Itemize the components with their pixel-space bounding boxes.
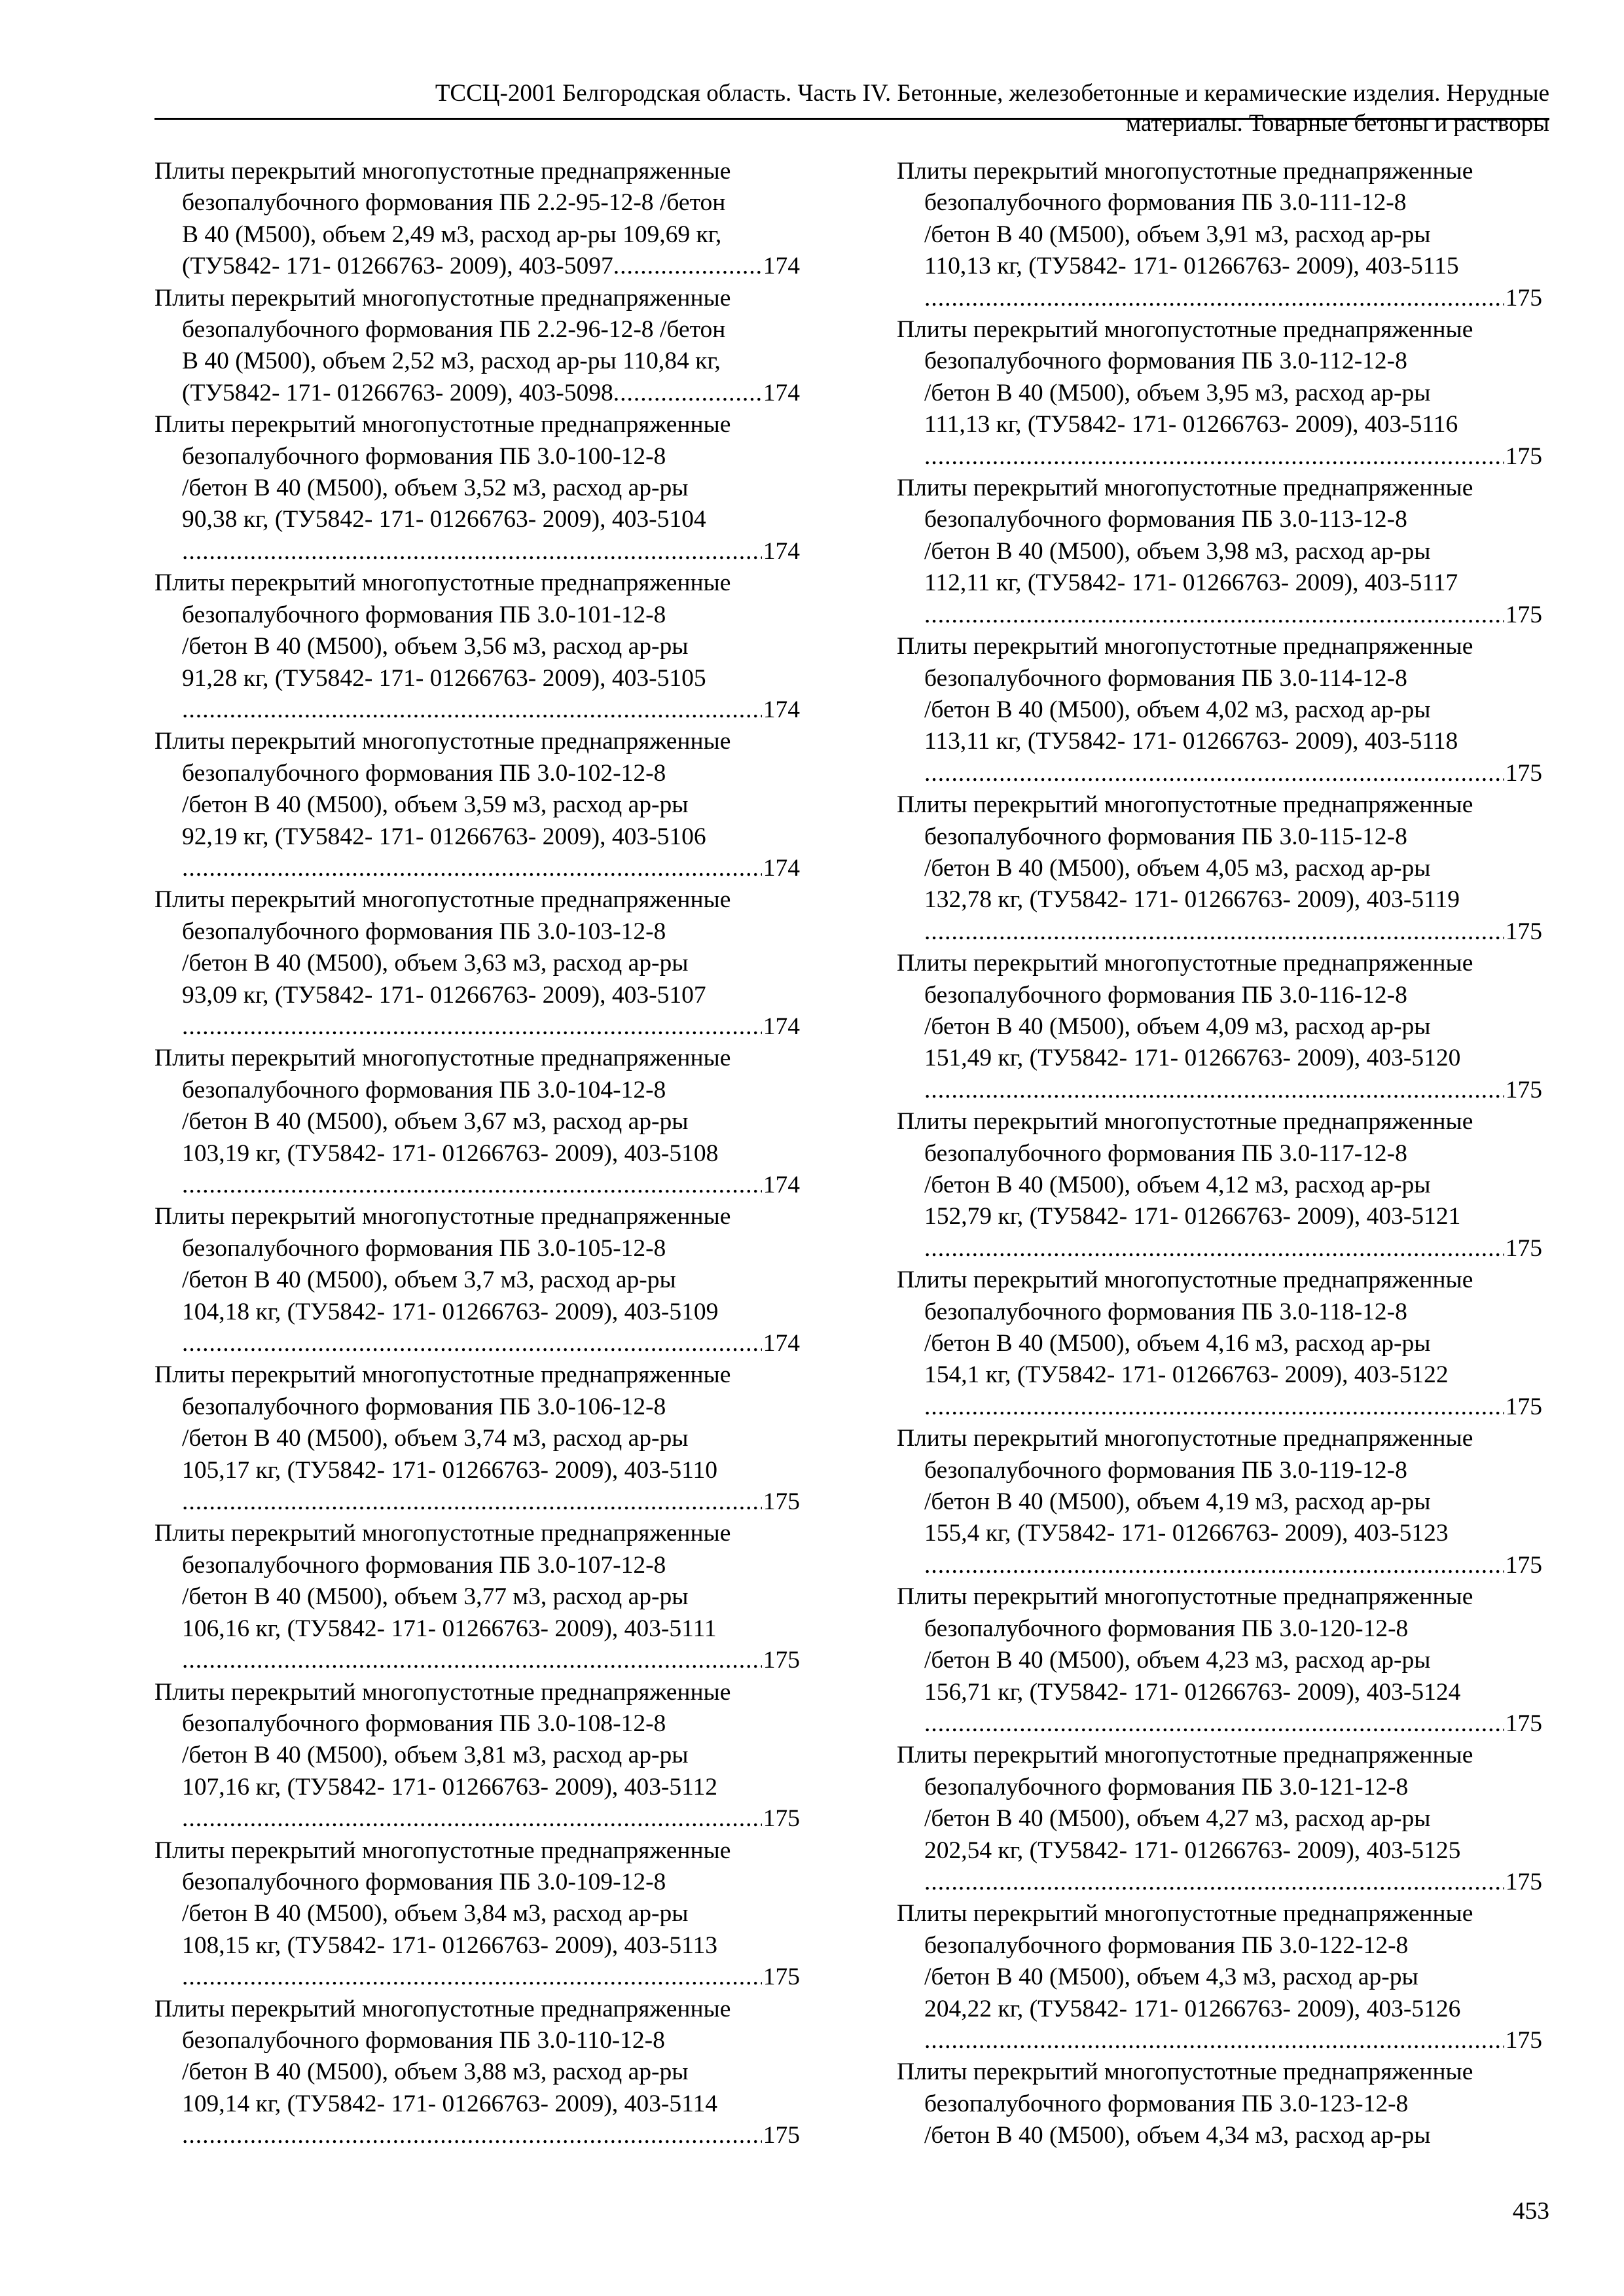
entry-leader-line [154,378,800,409]
entry-continuation-line: 106,16 кг, (ТУ5842- 171- 01266763- 2009), 403-5111 [182,1615,717,1642]
entry-continuation-line: безопалубочного формования ПБ 3.0-114-12-8 [924,664,1407,692]
entry-continuation-line: В 40 (М500), объем 2,49 м3, расход ар-ры 109,69 кг, [182,221,722,248]
running-header-line-1: ТССЦ-2001 Белгородская область. Часть IV. Бетонные, железобетонные и керамические изделия. Нерудные [435,80,1549,107]
dot-leader [182,1011,762,1043]
entry-leader-line [897,916,1542,948]
index-column-right [897,156,1542,2152]
index-entry [897,948,1542,1106]
entry-continuation-line: безопалубочного формования ПБ 3.0-103-12-8 [182,918,666,945]
entry-page-ref: 175 [1505,1710,1542,1737]
entry-continuation-line: безопалубочного формования ПБ 3.0-104-12-8 [182,1076,666,1103]
entry-continuation-line: 151,49 кг, (ТУ5842- 171- 01266763- 2009), 403-5120 [924,1045,1461,1072]
entry-leader-line [154,694,800,726]
entry-continuation-line: безопалубочного формования ПБ 3.0-111-12-8 [924,189,1407,217]
dot-leader [924,1391,1504,1423]
entry-leader-line [154,536,800,567]
entry-continuation-line: /бетон В 40 (М500), объем 3,63 м3, расход ар-ры [182,950,689,977]
index-entry [897,1265,1542,1423]
index-entry [154,1518,800,1676]
entry-title-line: Плиты перекрытий многопустотные преднапряженные [154,411,731,439]
dot-leader [182,1486,762,1518]
entry-title-line: Плиты перекрытий многопустотные преднапряженные [897,1266,1473,1294]
index-entry [154,1677,800,1835]
entry-leader-line [897,758,1542,789]
dot-leader [613,378,762,409]
entry-leader-line [897,1708,1542,1740]
dot-leader [924,1550,1504,1581]
entry-leader-line [897,1867,1542,1898]
entry-page-ref: 174 [763,537,800,565]
entry-title-line: Плиты перекрытий многопустотные преднапряженные [897,950,1473,977]
entry-continuation-line: 202,54 кг, (ТУ5842- 171- 01266763- 2009), 403-5125 [924,1837,1461,1864]
dot-leader [924,441,1504,473]
dot-leader [182,1328,762,1359]
index-entry [154,1359,800,1518]
dot-leader [182,1170,762,1201]
dot-leader [924,600,1504,631]
header-rule [154,118,1549,120]
entry-continuation-line: безопалубочного формования ПБ 3.0-109-12-8 [182,1868,666,1895]
index-entry [897,2056,1542,2151]
entry-leader-line [154,251,800,282]
dot-leader [924,1233,1504,1265]
entry-continuation-line: безопалубочного формования ПБ 2.2-95-12-8 /бетон [182,189,726,217]
dot-leader [182,694,762,726]
entry-continuation-line: безопалубочного формования ПБ 3.0-119-12-8 [924,1456,1407,1484]
entry-continuation-line: 92,19 кг, (ТУ5842- 171- 01266763- 2009), 403-5106 [182,823,706,850]
entry-leader-line [897,283,1542,314]
entry-continuation-line: /бетон В 40 (М500), объем 3,52 м3, расход ар-ры [182,475,689,502]
entry-continuation-line: 111,13 кг, (ТУ5842- 171- 01266763- 2009), 403-5116 [924,411,1458,439]
index-entry [897,631,1542,789]
entry-leader-line [154,2120,800,2151]
dot-leader [924,2025,1504,2056]
entry-leader-line [897,2025,1542,2056]
entry-leader-line [897,600,1542,631]
entry-continuation-line: 155,4 кг, (ТУ5842- 171- 01266763- 2009), 403-5123 [924,1520,1449,1547]
entry-continuation-line: 110,13 кг, (ТУ5842- 171- 01266763- 2009), 403-5115 [924,253,1459,280]
page-number: 453 [1512,2198,1549,2225]
index-entry [897,1106,1542,1265]
entry-continuation-line: В 40 (М500), объем 2,52 м3, расход ар-ры 110,84 кг, [182,348,721,375]
entry-continuation-line: безопалубочного формования ПБ 3.0-123-12-8 [924,2090,1409,2117]
entry-title-line: Плиты перекрытий многопустотные преднапряженные [154,569,731,597]
entry-continuation-line: безопалубочного формования ПБ 3.0-110-12-8 [182,2026,665,2054]
entry-continuation-line: /бетон В 40 (М500), объем 4,3 м3, расход ар-ры [924,1964,1418,1991]
entry-leader-line [897,1550,1542,1581]
entry-page-ref: 175 [1505,1393,1542,1420]
entry-continuation-line: 112,11 кг, (ТУ5842- 171- 01266763- 2009), 403-5117 [924,569,1458,597]
dot-leader [182,853,762,884]
entry-continuation-line: /бетон В 40 (М500), объем 3,59 м3, расход ар-ры [182,791,689,819]
entry-continuation-line: безопалубочного формования ПБ 3.0-108-12-8 [182,1710,666,1737]
entry-continuation-line: безопалубочного формования ПБ 3.0-116-12-8 [924,981,1407,1009]
index-entry [154,1201,800,1359]
dot-leader [924,283,1504,314]
entry-continuation-line: 132,78 кг, (ТУ5842- 171- 01266763- 2009), 403-5119 [924,886,1460,914]
entry-continuation-line: безопалубочного формования ПБ 3.0-115-12-8 [924,823,1407,850]
entry-continuation-line: /бетон В 40 (М500), объем 3,74 м3, расход ар-ры [182,1425,689,1452]
entry-leader-line [897,1391,1542,1423]
entry-title-line: Плиты перекрытий многопустотные преднапряженные [897,316,1473,344]
entry-page-ref: 175 [1505,918,1542,945]
dot-leader [924,1867,1504,1898]
index-entry [154,409,800,567]
entry-continuation-line: /бетон В 40 (М500), объем 4,34 м3, расход ар-ры [924,2122,1431,2149]
entry-continuation-line: безопалубочного формования ПБ 3.0-113-12-8 [924,506,1407,533]
entry-continuation-line: 204,22 кг, (ТУ5842- 171- 01266763- 2009), 403-5126 [924,1995,1461,2022]
entry-continuation-line: безопалубочного формования ПБ 3.0-100-12-8 [182,442,666,470]
entry-page-ref: 175 [763,1488,800,1516]
entry-continuation-line: 154,1 кг, (ТУ5842- 171- 01266763- 2009), 403-5122 [924,1361,1449,1389]
dot-leader [924,1075,1504,1106]
entry-continuation-line: /бетон В 40 (М500), объем 4,02 м3, расход ар-ры [924,696,1431,723]
entry-continuation-line: /бетон В 40 (М500), объем 3,95 м3, расход ар-ры [924,379,1431,406]
entry-page-ref: 175 [1505,1234,1542,1262]
entry-title-line: Плиты перекрытий многопустотные преднапряженные [154,1361,731,1389]
entry-title-line: Плиты перекрытий многопустотные преднапряженные [154,1520,731,1547]
index-entry [154,1043,800,1201]
entry-continuation-line: безопалубочного формования ПБ 3.0-121-12-8 [924,1773,1409,1801]
entry-leader-line [154,853,800,884]
entry-page-ref: 174 [763,253,800,280]
entry-leader-line [154,1170,800,1201]
entry-continuation-line: /бетон В 40 (М500), объем 3,98 м3, расход ар-ры [924,537,1431,565]
entry-continuation-line: /бетон В 40 (М500), объем 4,09 м3, расход ар-ры [924,1013,1431,1040]
entry-leader-line [154,1962,800,1993]
entry-continuation-line: безопалубочного формования ПБ 2.2-96-12-8 /бетон [182,316,726,344]
entry-continuation-line: безопалубочного формования ПБ 3.0-112-12-8 [924,348,1407,375]
entry-continuation-line: 113,11 кг, (ТУ5842- 171- 01266763- 2009), 403-5118 [924,728,1458,755]
entry-leader-line [154,1645,800,1676]
entry-page-ref: 175 [763,1647,800,1674]
entry-title-line: Плиты перекрытий многопустотные преднапряженные [154,1045,731,1072]
index-entry [154,567,800,726]
entry-page-ref: 174 [763,854,800,882]
entry-tail-text: (ТУ5842- 171- 01266763- 2009), 403-5098 [182,379,613,406]
entry-title-line: Плиты перекрытий многопустотные преднапряженные [154,284,731,312]
entry-page-ref: 175 [763,1805,800,1833]
entry-continuation-line: /бетон В 40 (М500), объем 3,56 м3, расход ар-ры [182,633,689,660]
dot-leader [924,1708,1504,1740]
entry-continuation-line: безопалубочного формования ПБ 3.0-102-12-8 [182,759,666,787]
dot-leader [182,1803,762,1835]
entry-continuation-line: /бетон В 40 (М500), объем 3,67 м3, расход ар-ры [182,1108,689,1136]
entry-continuation-line: /бетон В 40 (М500), объем 3,81 м3, расход ар-ры [182,1742,689,1769]
entry-page-ref: 175 [763,1964,800,1991]
running-header-line-2: материалы. Товарные бетоны и растворы [1125,110,1549,137]
entry-title-line: Плиты перекрытий многопустотные преднапряженные [897,633,1473,660]
entry-continuation-line: /бетон В 40 (М500), объем 3,7 м3, расход ар-ры [182,1266,676,1294]
index-entry [897,1581,1542,1740]
entry-title-line: Плиты перекрытий многопустотные преднапряженные [897,1900,1473,1928]
index-entry [897,1898,1542,2056]
entry-page-ref: 175 [1505,1868,1542,1895]
entry-leader-line [897,1233,1542,1265]
entry-tail-text: (ТУ5842- 171- 01266763- 2009), 403-5097 [182,253,613,280]
dot-leader [182,536,762,567]
entry-continuation-line: 105,17 кг, (ТУ5842- 171- 01266763- 2009), 403-5110 [182,1456,717,1484]
entry-leader-line [897,1075,1542,1106]
entry-page-ref: 174 [763,696,800,723]
entry-continuation-line: 104,18 кг, (ТУ5842- 171- 01266763- 2009), 403-5109 [182,1298,719,1325]
dot-leader [924,758,1504,789]
entry-page-ref: 175 [1505,601,1542,628]
entry-continuation-line: безопалубочного формования ПБ 3.0-106-12-8 [182,1393,666,1420]
entry-continuation-line: безопалубочного формования ПБ 3.0-101-12-8 [182,601,666,628]
entry-title-line: Плиты перекрытий многопустотные преднапряженные [154,158,731,185]
entry-continuation-line: 103,19 кг, (ТУ5842- 171- 01266763- 2009), 403-5108 [182,1139,719,1167]
entry-continuation-line: безопалубочного формования ПБ 3.0-118-12-8 [924,1298,1407,1325]
entry-page-ref: 175 [1505,759,1542,787]
index-entry [897,473,1542,631]
index-entry [897,314,1542,473]
dot-leader [924,916,1504,948]
entry-title-line: Плиты перекрытий многопустотные преднапряженные [897,1108,1473,1136]
entry-continuation-line: безопалубочного формования ПБ 3.0-107-12-8 [182,1551,666,1579]
index-entry [154,283,800,410]
entry-leader-line [154,1803,800,1835]
entry-page-ref: 175 [1505,442,1542,470]
dot-leader [182,1962,762,1993]
entry-leader-line [154,1011,800,1043]
entry-continuation-line: 108,15 кг, (ТУ5842- 171- 01266763- 2009), 403-5113 [182,1931,717,1959]
entry-leader-line [154,1328,800,1359]
entry-title-line: Плиты перекрытий многопустотные преднапряженные [154,1203,731,1230]
entry-continuation-line: /бетон В 40 (М500), объем 3,88 м3, расход ар-ры [182,2058,689,2086]
index-entry [154,156,800,283]
entry-title-line: Плиты перекрытий многопустотные преднапряженные [897,1742,1473,1769]
entry-page-ref: 175 [763,2122,800,2149]
entry-page-ref: 175 [1505,284,1542,312]
entry-title-line: Плиты перекрытий многопустотные преднапряженные [897,1583,1473,1611]
entry-continuation-line: 156,71 кг, (ТУ5842- 171- 01266763- 2009), 403-5124 [924,1678,1461,1706]
entry-title-line: Плиты перекрытий многопустотные преднапряженные [897,475,1473,502]
entry-page-ref: 175 [1505,2026,1542,2054]
index-entry [897,1740,1542,1898]
running-header [154,79,1549,139]
entry-page-ref: 175 [1505,1551,1542,1579]
entry-continuation-line: 109,14 кг, (ТУ5842- 171- 01266763- 2009), 403-5114 [182,2090,717,2117]
entry-title-line: Плиты перекрытий многопустотные преднапряженные [154,728,731,755]
entry-page-ref: 175 [1505,1076,1542,1103]
entry-continuation-line: /бетон В 40 (М500), объем 3,84 м3, расход ар-ры [182,1900,689,1928]
entry-continuation-line: безопалубочного формования ПБ 3.0-122-12-8 [924,1931,1409,1959]
index-entry [154,1835,800,1994]
entry-continuation-line: 91,28 кг, (ТУ5842- 171- 01266763- 2009), 403-5105 [182,664,706,692]
index-entry [897,156,1542,314]
index-entry [897,789,1542,948]
entry-page-ref: 174 [763,1013,800,1040]
entry-title-line: Плиты перекрытий многопустотные преднапряженные [897,158,1473,185]
entry-leader-line [154,1486,800,1518]
index-entry [154,726,800,884]
entry-title-line: Плиты перекрытий многопустотные преднапряженные [154,1995,731,2022]
entry-continuation-line: /бетон В 40 (М500), объем 3,77 м3, расход ар-ры [182,1583,689,1611]
entry-continuation-line: 107,16 кг, (ТУ5842- 171- 01266763- 2009), 403-5112 [182,1773,717,1801]
entry-continuation-line: /бетон В 40 (М500), объем 4,19 м3, расход ар-ры [924,1488,1431,1516]
entry-leader-line [897,441,1542,473]
dot-leader [613,251,762,282]
entry-title-line: Плиты перекрытий многопустотные преднапряженные [897,1425,1473,1452]
index-entry [897,1423,1542,1581]
entry-continuation-line: /бетон В 40 (М500), объем 3,91 м3, расход ар-ры [924,221,1431,248]
entry-continuation-line: /бетон В 40 (М500), объем 4,27 м3, расход ар-ры [924,1805,1431,1833]
entry-title-line: Плиты перекрытий многопустотные преднапряженные [154,886,731,914]
index-column-left [154,156,800,2152]
entry-page-ref: 174 [763,379,800,406]
entry-title-line: Плиты перекрытий многопустотные преднапряженные [154,1837,731,1864]
entry-title-line: Плиты перекрытий многопустотные преднапряженные [897,791,1473,819]
dot-leader [182,1645,762,1676]
entry-continuation-line: 90,38 кг, (ТУ5842- 171- 01266763- 2009), 403-5104 [182,506,706,533]
entry-page-ref: 174 [763,1330,800,1357]
dot-leader [182,2120,762,2151]
entry-continuation-line: /бетон В 40 (М500), объем 4,16 м3, расход ар-ры [924,1330,1431,1357]
entry-continuation-line: безопалубочного формования ПБ 3.0-120-12-8 [924,1615,1409,1642]
entry-page-ref: 174 [763,1172,800,1198]
entry-continuation-line: безопалубочного формования ПБ 3.0-117-12-8 [924,1139,1407,1167]
index-entry [154,1994,800,2152]
entry-continuation-line: /бетон В 40 (М500), объем 4,23 м3, расход ар-ры [924,1647,1431,1674]
entry-title-line: Плиты перекрытий многопустотные преднапряженные [154,1678,731,1706]
entry-continuation-line: безопалубочного формования ПБ 3.0-105-12-8 [182,1234,666,1262]
entry-title-line: Плиты перекрытий многопустотные преднапряженные [897,2058,1473,2086]
entry-continuation-line: 152,79 кг, (ТУ5842- 171- 01266763- 2009), 403-5121 [924,1203,1461,1230]
entry-continuation-line: /бетон В 40 (М500), объем 4,12 м3, расход ар-ры [924,1172,1431,1198]
entry-continuation-line: 93,09 кг, (ТУ5842- 171- 01266763- 2009), 403-5107 [182,981,706,1009]
index-entry [154,884,800,1043]
entry-continuation-line: /бетон В 40 (М500), объем 4,05 м3, расход ар-ры [924,854,1431,882]
